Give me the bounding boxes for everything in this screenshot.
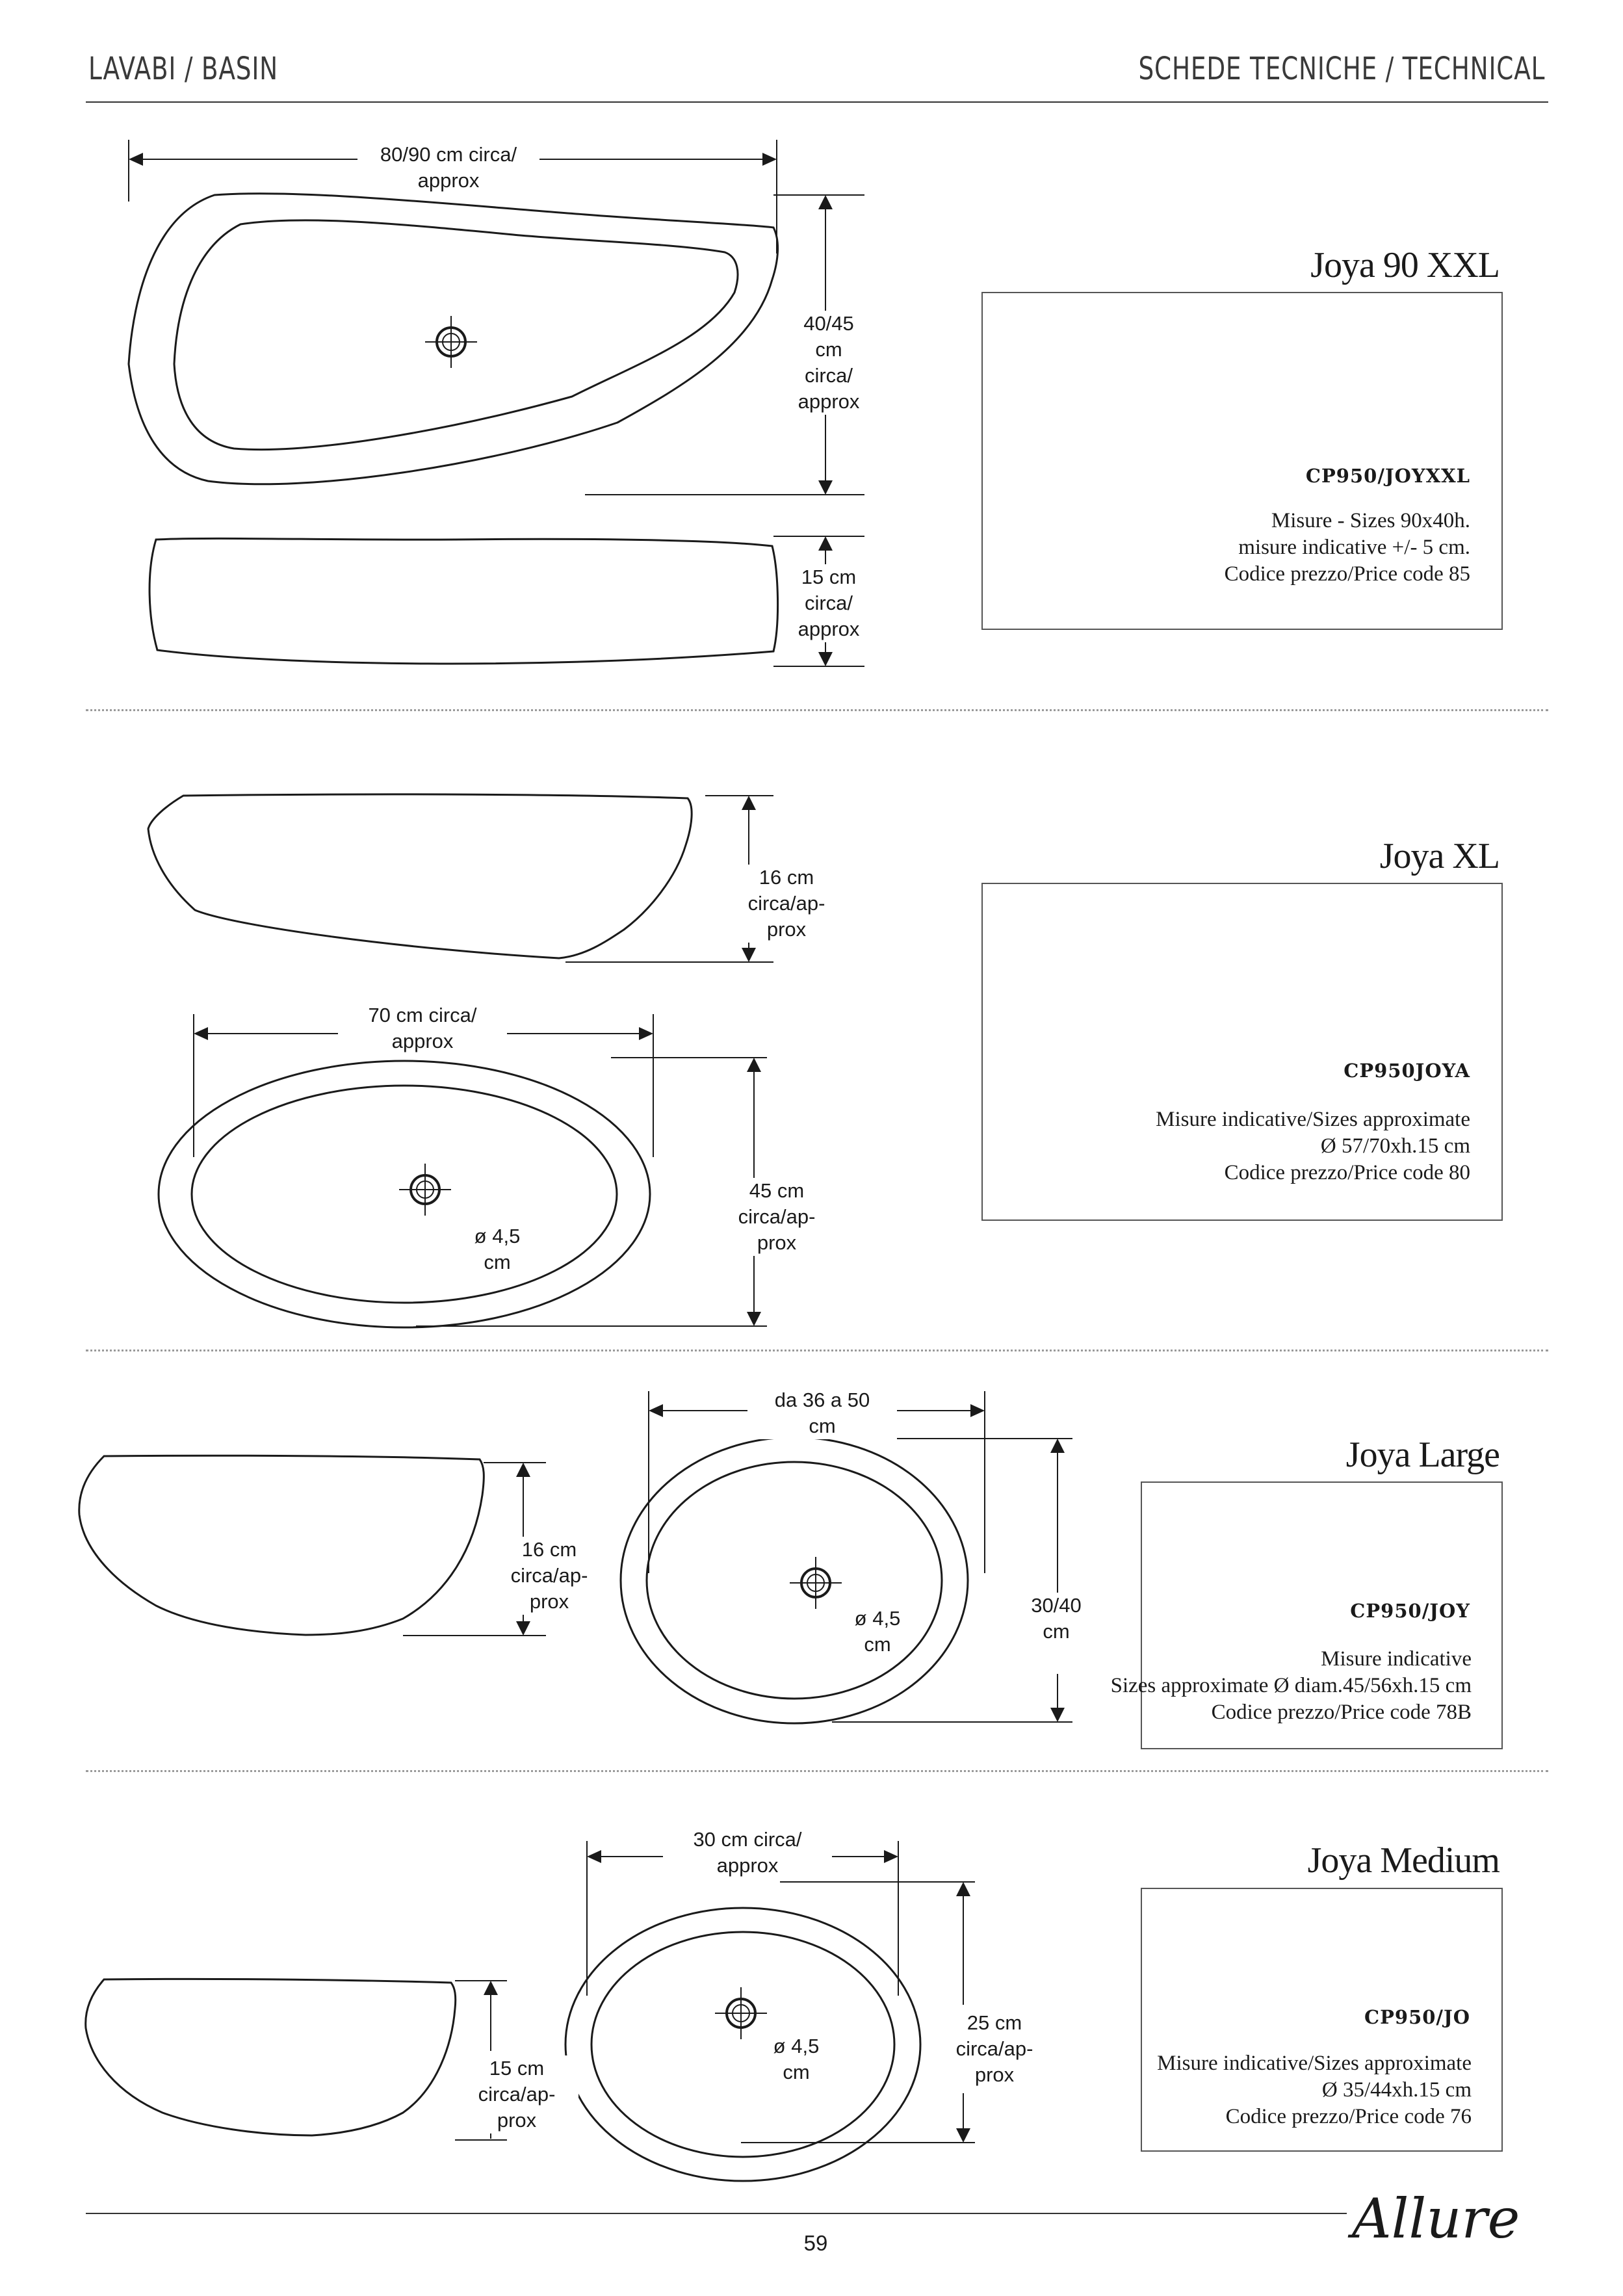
product-title: Joya Large	[1345, 1435, 1500, 1475]
joya-large-top-view	[621, 1437, 968, 1723]
medium-drain-label: ø 4,5 cm	[773, 2035, 820, 2083]
medium-width-label: 30 cm circa/ approx	[663, 1827, 832, 1879]
joya-medium-side-view	[86, 1979, 456, 2135]
product-code: CP950JOYA	[1344, 1060, 1470, 1082]
joya-xl-top-view	[159, 1061, 650, 1327]
xxl-depth-label: 40/45 cm circa/ approx	[783, 311, 874, 415]
large-drain-label: ø 4,5 cm	[854, 1607, 901, 1656]
xxl-height-label: 15 cm circa/ approx	[783, 564, 874, 642]
medium-height-label: 15 cm circa/ap- prox	[455, 2055, 578, 2133]
joya-xl-side-view	[148, 794, 692, 958]
product-title: Joya XL	[1379, 836, 1500, 876]
product-specs: Misure - Sizes 90x40h. misure indicative +/- 5 cm. Codice prezzo/Price code 85	[1224, 509, 1470, 586]
joya-90-xxl-side-view	[149, 538, 778, 664]
product-title: Joya Medium	[1307, 1840, 1500, 1881]
joya-90-xxl-top-view	[129, 194, 778, 484]
large-width-label: da 36 a 50 cm	[747, 1387, 897, 1439]
product-specs: Misure indicative/Sizes approximate Ø 35/44xh.15 cm Codice prezzo/Price code 76	[1157, 2052, 1472, 2128]
xl-width-label: 70 cm circa/ approx	[338, 1002, 507, 1054]
product-info-box	[981, 292, 1503, 630]
xxl-width-label: 80/90 cm circa/ approx	[357, 142, 539, 194]
product-code: CP950/JOYXXL	[1305, 465, 1470, 487]
page-number: 59	[803, 2231, 828, 2255]
large-height-label: 16 cm circa/ap- prox	[487, 1537, 611, 1615]
joya-90-xxl-dimension-lines	[129, 140, 864, 666]
medium-depth-label: 25 cm circa/ap- prox	[933, 2010, 1056, 2088]
joya-large-side-view	[79, 1455, 484, 1635]
product-code: CP950/JO	[1364, 2006, 1470, 2028]
product-specs: Misure indicative Sizes approximate Ø diam.45/56xh.15 cm Codice prezzo/Price code 78B	[1110, 1647, 1472, 1724]
product-info-box	[981, 883, 1503, 1221]
product-specs: Misure indicative/Sizes approximate Ø 57/70xh.15 cm Codice prezzo/Price code 80	[1156, 1108, 1470, 1184]
brand-logo: Allure	[1352, 2187, 1520, 2250]
footer-rule	[86, 2213, 1347, 2214]
xl-height-label: 16 cm circa/ap- prox	[725, 865, 848, 943]
header-document-label: SCHEDE TECNICHE / TECHNICAL	[1138, 51, 1545, 87]
product-title: Joya 90 XXL	[1310, 245, 1500, 285]
joya-medium-top-view	[565, 1908, 920, 2181]
product-code: CP950/JOY	[1350, 1600, 1470, 1622]
xl-drain-label: ø 4,5 cm	[474, 1225, 521, 1273]
xl-depth-label: 45 cm circa/ap- prox	[715, 1178, 838, 1256]
large-depth-label: 30/40 cm	[1014, 1593, 1098, 1645]
header-section-label: LAVABI / BASIN	[88, 51, 278, 87]
